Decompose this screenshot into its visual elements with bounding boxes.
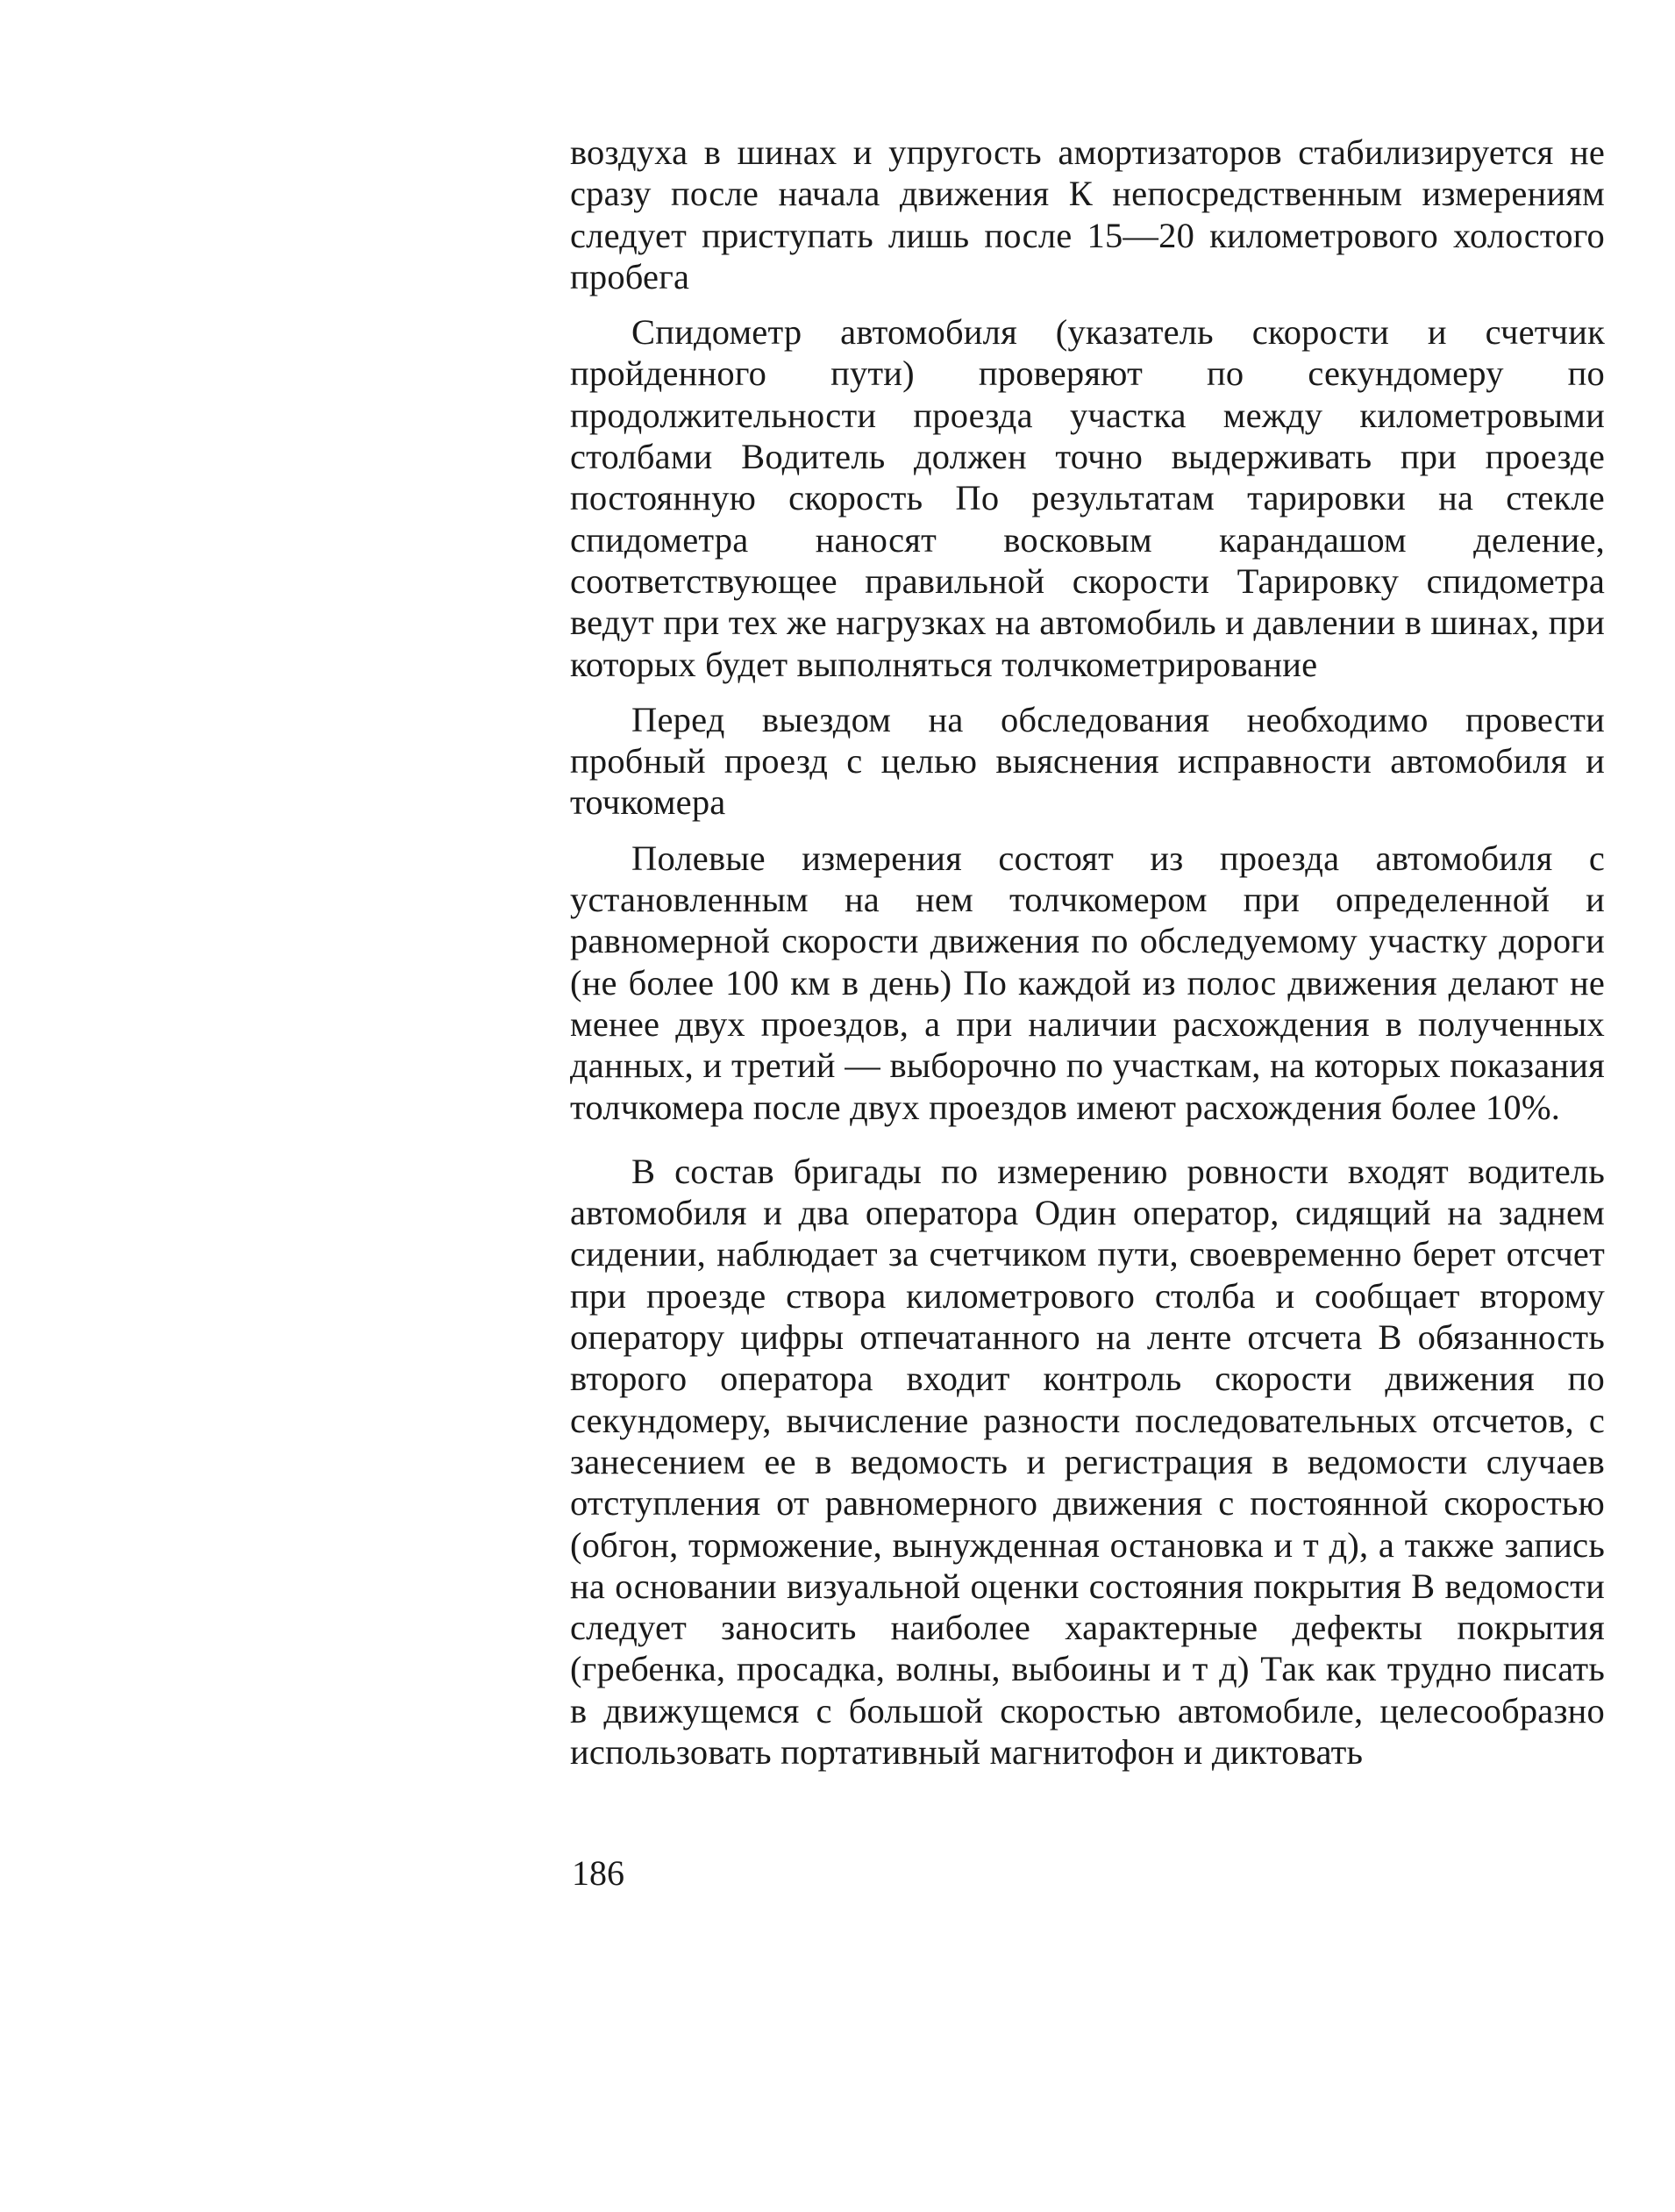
paragraph-4: Полевые измерения состоят из проезда автомобиля с установленным на нем толчкомером при определенной и равномерной скорости движения по обследуемому участку дороги (не более 100 км в день) По каждой из полос движения делают не менее двух проездов, а при наличии расхождения в полученных данных, и третий — выборочно по участкам, на которых показания толчкомера после двух проездов имеют расхождения более 10%. (570, 838, 1605, 1127)
paragraph-2: Спидометр автомобиля (указатель скорости и счетчик пройденного пути) проверяют по секундомеру по продолжительности проезда участка между километровыми столбами Водитель должен точно выдерживать при проезде постоянную скорость По результатам тарировки на стекле спидометра наносят восковым карандашом деление, соответствующее правильной скорости Тарировку спидометра ведут при тех же нагрузках на автомобиль и давлении в шинах, при которых будет выполняться толчкометрирование (570, 312, 1605, 684)
paragraph-1: воздуха в шинах и упругость амортизаторов стабилизируется не сразу после начала движения К непосредственным измерениям следует приступать лишь после 15—20 километрового холостого пробега (570, 132, 1605, 296)
paragraph-3: Перед выездом на обследования необходимо провести пробный проезд с целью выяснения исправности автомобиля и точкомера (570, 699, 1605, 823)
page-number: 186 (572, 1853, 624, 1893)
paragraph-5: В состав бригады по измерению ровности входят водитель автомобиля и два оператора Один оператор, сидящий на заднем сидении, наблюдает за счетчиком пути, своевременно берет отсчет при проезде створа километрового столба и сообщает второму оператору цифры отпечатанного на ленте отсчета В обязанность второго оператора входит контроль скорости движения по секундомеру, вычисление разности последовательных отсчетов, с занесением ее в ведомость и регистрация в ведомости случаев отступления от равномерного движения с постоянной скоростью (обгон, торможение, вынужденная остановка и т д), а также запись на основании визуальной оценки состояния покрытия В ведомости следует заносить наиболее характерные дефекты покрытия (гребенка, просадка, волны, выбоины и т д) Так как трудно писать в движущемся с большой скоростью автомобиле, целесообразно использовать портативный магнитофон и диктовать (570, 1151, 1605, 1772)
body-text (570, 132, 1605, 1773)
